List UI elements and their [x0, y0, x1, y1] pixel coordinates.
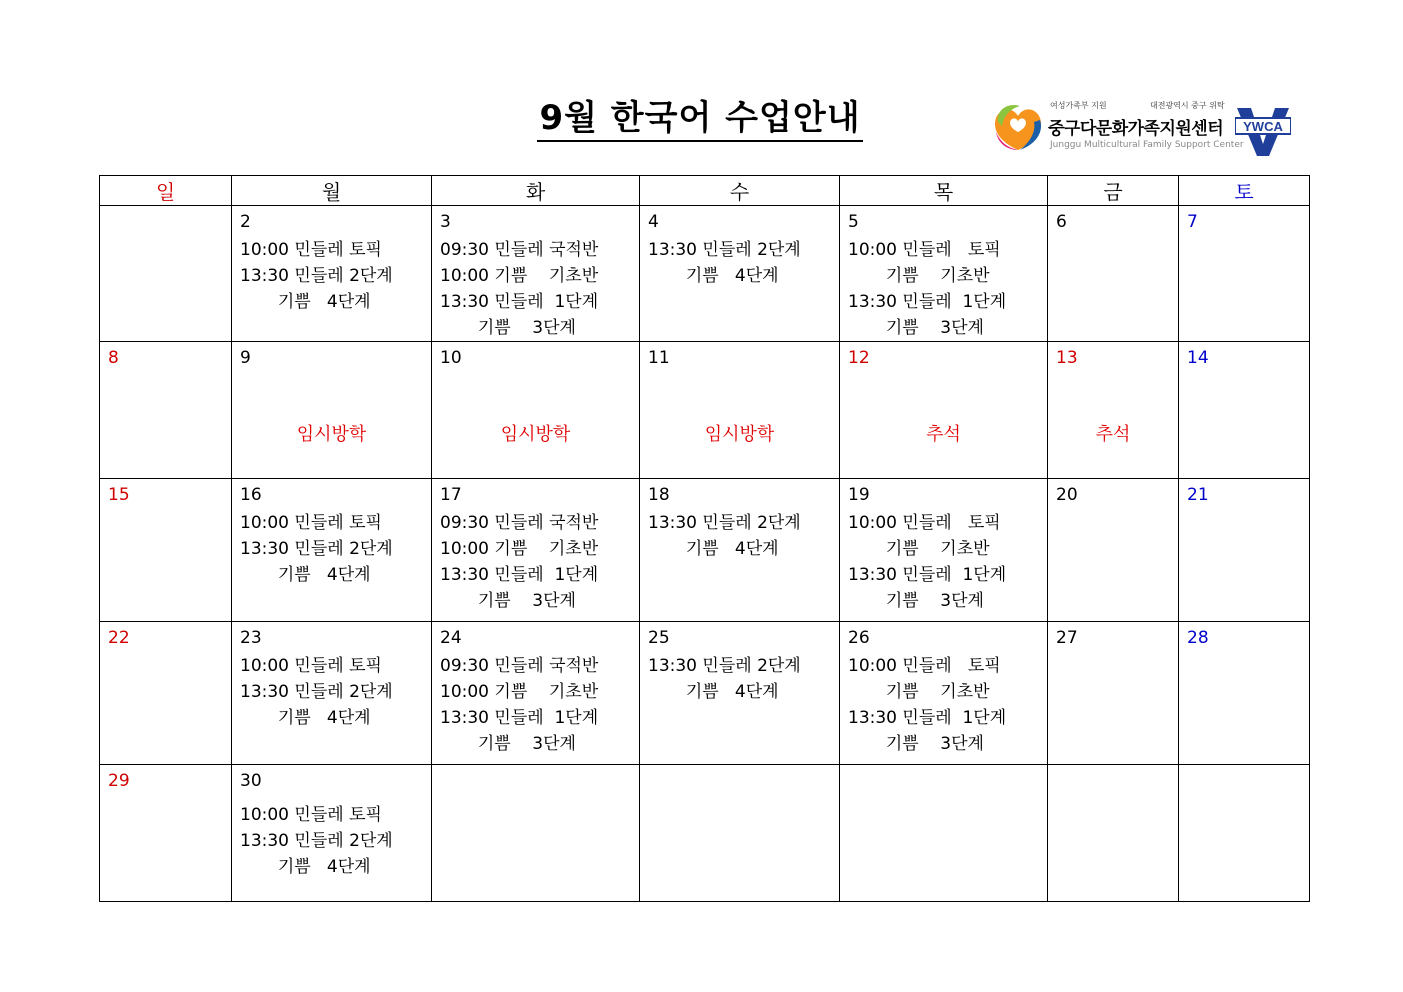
day-number: 21: [1187, 485, 1209, 505]
day-number: 23: [240, 628, 262, 648]
day-number: 3: [440, 212, 451, 232]
day-cell: [640, 342, 840, 479]
day-cell: [232, 479, 432, 622]
day-cell: [432, 622, 640, 765]
calendar-table: [99, 175, 1310, 902]
day-number: 9: [240, 348, 251, 368]
page-title: 9월 한국어 수업안내: [500, 90, 900, 139]
week-row: [100, 765, 1310, 902]
day-number: 18: [648, 485, 670, 505]
day-cell: [100, 479, 232, 622]
day-cell: [232, 342, 432, 479]
day-number: 6: [1056, 212, 1067, 232]
logo-english-name: Junggu Multicultural Family Support Center: [1050, 140, 1244, 150]
day-number: 13: [1056, 348, 1078, 368]
holiday-label: 추석: [926, 424, 961, 445]
day-number: 20: [1056, 485, 1078, 505]
class-schedule: 09:30 민들레 국적반 10:00 기쁨 기초반 13:30 민들레 1단계 기쁨 3단계: [440, 513, 599, 611]
day-cell: [1048, 206, 1179, 342]
class-schedule: 10:00 민들레 토픽 13:30 민들레 2단계 기쁨 4단계: [240, 513, 393, 585]
day-cell: [840, 342, 1048, 479]
day-number: 7: [1187, 212, 1198, 232]
day-number: 14: [1187, 348, 1209, 368]
day-number: 11: [648, 348, 670, 368]
class-schedule: 09:30 민들레 국적반 10:00 기쁨 기초반 13:30 민들레 1단계 기쁨 3단계: [440, 656, 599, 754]
weekday-header: 월: [232, 176, 432, 206]
day-cell: [432, 342, 640, 479]
class-schedule: 09:30 민들레 국적반 10:00 기쁨 기초반 13:30 민들레 1단계 기쁨 3단계: [440, 240, 599, 338]
day-number: 25: [648, 628, 670, 648]
holiday-label: 임시방학: [704, 424, 775, 445]
day-number: 28: [1187, 628, 1209, 648]
day-number: 29: [108, 771, 130, 791]
day-number: 10: [440, 348, 462, 368]
day-number: 17: [440, 485, 462, 505]
day-cell: [432, 479, 640, 622]
day-cell: [1179, 765, 1310, 902]
class-schedule: 10:00 민들레 토픽 기쁨 기초반 13:30 민들레 1단계 기쁨 3단계: [848, 513, 1007, 611]
day-number: 2: [240, 212, 251, 232]
day-number: 30: [240, 771, 262, 791]
day-cell: [640, 765, 840, 902]
day-cell: [100, 622, 232, 765]
day-number: 15: [108, 485, 130, 505]
day-cell: [1048, 765, 1179, 902]
day-cell: [232, 622, 432, 765]
day-number: 27: [1056, 628, 1078, 648]
holiday-label: 임시방학: [296, 424, 367, 445]
holiday-label: 임시방학: [500, 424, 571, 445]
day-cell: [640, 206, 840, 342]
day-cell: [840, 765, 1048, 902]
center-logo: [990, 100, 1292, 158]
class-schedule: 10:00 민들레 토픽 13:30 민들레 2단계 기쁨 4단계: [240, 805, 393, 877]
class-schedule: 10:00 민들레 토픽 기쁨 기초반 13:30 민들레 1단계 기쁨 3단계: [848, 240, 1007, 338]
week-row: [100, 479, 1310, 622]
day-cell: [1179, 479, 1310, 622]
weekday-header: 수: [640, 176, 840, 206]
day-number: 22: [108, 628, 130, 648]
day-cell: [100, 206, 232, 342]
day-cell: [640, 622, 840, 765]
day-number: 16: [240, 485, 262, 505]
class-schedule: 10:00 민들레 토픽 기쁨 기초반 13:30 민들레 1단계 기쁨 3단계: [848, 656, 1007, 754]
week-row: [100, 206, 1310, 342]
day-cell: [1048, 479, 1179, 622]
day-number: 5: [848, 212, 859, 232]
weekday-header: 토: [1179, 176, 1310, 206]
class-schedule: 10:00 민들레 토픽 13:30 민들레 2단계 기쁨 4단계: [240, 656, 393, 728]
weekday-header-row: [100, 176, 1310, 206]
class-schedule: 13:30 민들레 2단계 기쁨 4단계: [648, 513, 801, 559]
class-schedule: 13:30 민들레 2단계 기쁨 4단계: [648, 656, 801, 702]
logo-center-name: 중구다문화가족지원센터: [1048, 119, 1224, 139]
holiday-label: 추석: [1095, 424, 1131, 445]
day-cell: [232, 765, 432, 902]
ywca-badge-text: YWCA: [1243, 119, 1283, 134]
day-cell: [100, 342, 232, 479]
day-cell: [100, 765, 232, 902]
weekday-header: 목: [840, 176, 1048, 206]
day-number: 19: [848, 485, 870, 505]
logo-sponsor-text: 여성가족부 지원: [1050, 101, 1107, 110]
day-cell: [1048, 622, 1179, 765]
day-number: 12: [848, 348, 870, 368]
ywca-logo-icon: [1235, 104, 1291, 158]
day-number: 26: [848, 628, 870, 648]
day-number: 8: [108, 348, 119, 368]
weekday-header: 일: [100, 176, 232, 206]
day-cell: [840, 479, 1048, 622]
day-number: 24: [440, 628, 462, 648]
day-cell: [640, 479, 840, 622]
logo-commission-text: 대전광역시 중구 위탁: [1150, 101, 1225, 110]
weekday-header: 화: [432, 176, 640, 206]
day-number: 4: [648, 212, 659, 232]
day-cell: [1048, 342, 1179, 479]
day-cell: [432, 765, 640, 902]
day-cell: [1179, 342, 1310, 479]
day-number: [100, 206, 231, 211]
day-cell: [840, 622, 1048, 765]
day-cell: [432, 206, 640, 342]
day-cell: [1179, 622, 1310, 765]
class-schedule: 10:00 민들레 토픽 13:30 민들레 2단계 기쁨 4단계: [240, 240, 393, 312]
day-cell: [840, 206, 1048, 342]
class-schedule: 13:30 민들레 2단계 기쁨 4단계: [648, 240, 801, 286]
week-row: [100, 622, 1310, 765]
family-center-logo-icon: [990, 102, 1046, 154]
week-row: [100, 342, 1310, 479]
weekday-header: 금: [1048, 176, 1179, 206]
day-cell: [232, 206, 432, 342]
day-cell: [1179, 206, 1310, 342]
